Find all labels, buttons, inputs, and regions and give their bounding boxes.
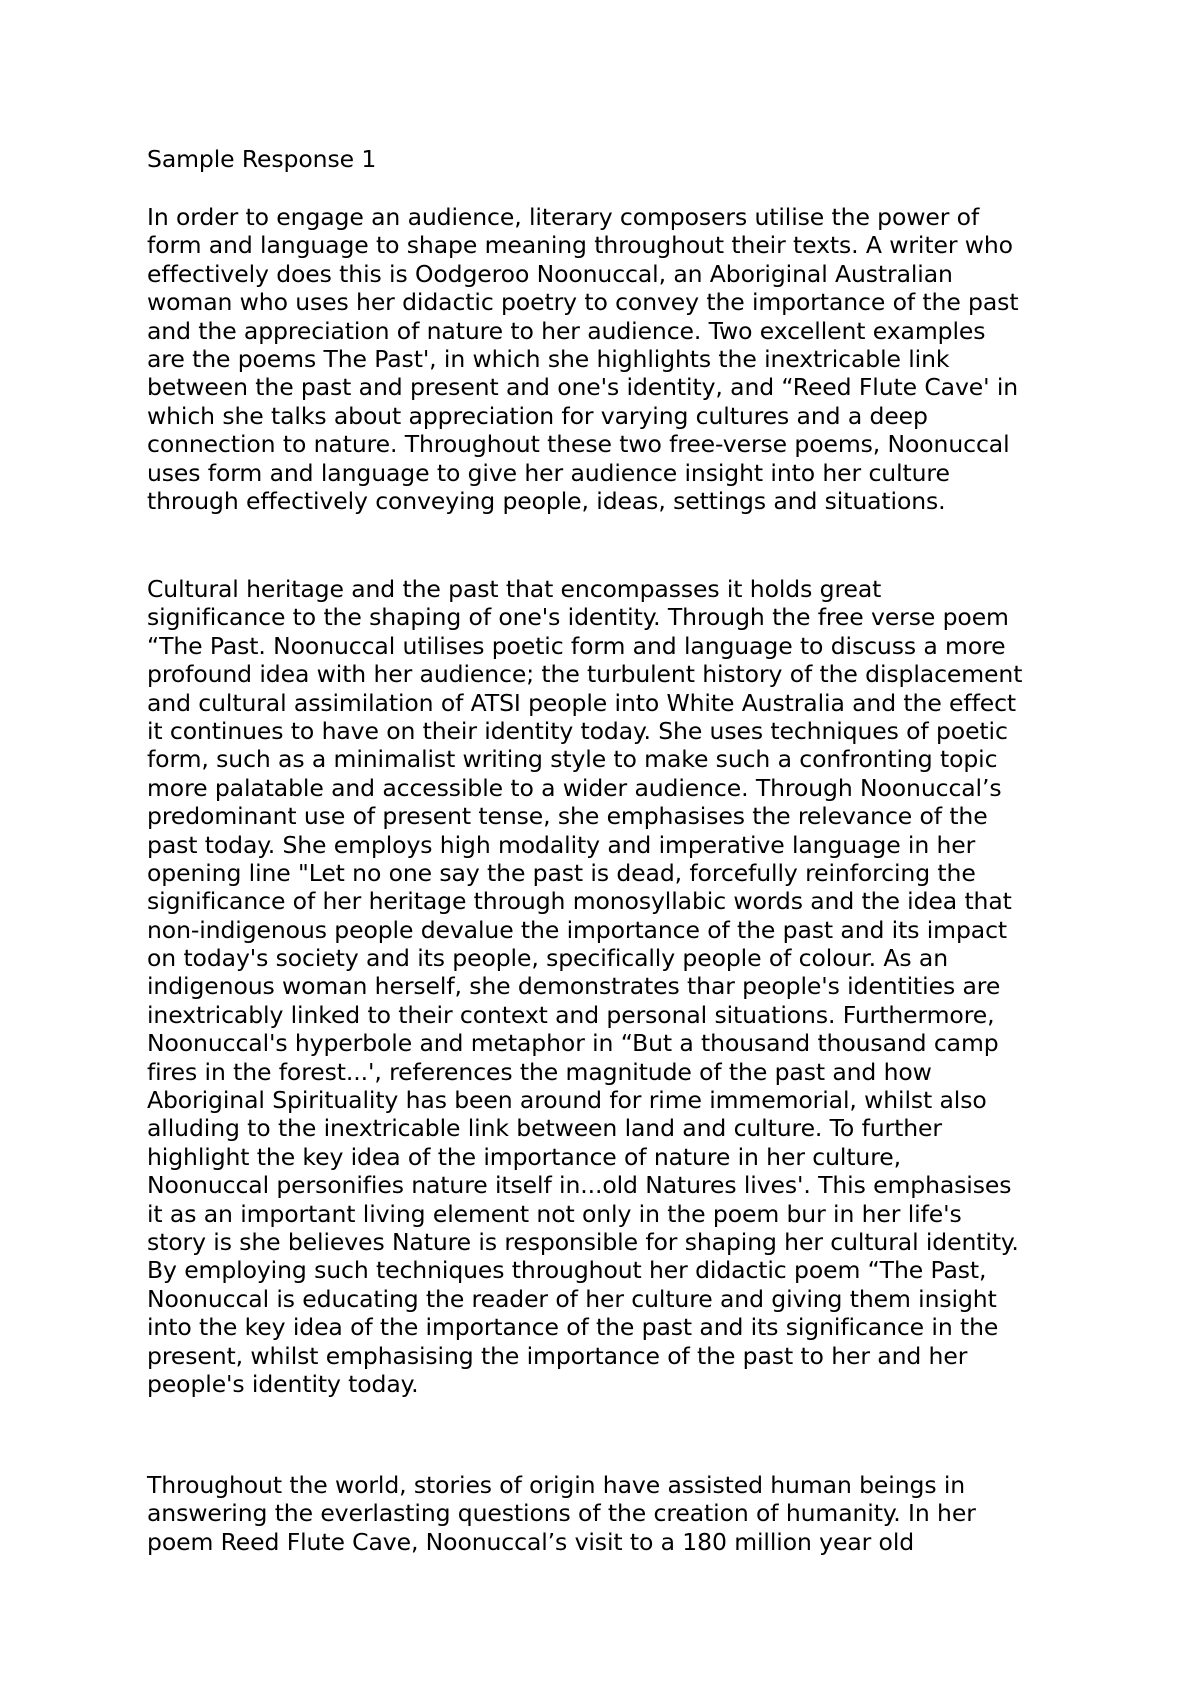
document-title: Sample Response 1 <box>147 145 377 173</box>
text-line: fires in the forest...', references the magnitude of the past and how <box>147 1057 932 1086</box>
text-line: profound idea with her audience; the turbulent history of the displacement <box>147 660 1023 689</box>
text-line: story is she believes Nature is responsible for shaping her cultural identity. <box>147 1227 1019 1256</box>
text-line: through effectively conveying people, ideas, settings and situations. <box>147 486 946 515</box>
text-line: it as an important living element not only in the poem bur in her life's <box>147 1199 962 1228</box>
text-line: on today's society and its people, specifically people of colour. As an <box>147 944 948 973</box>
text-line: between the past and present and one's identity, and “Reed Flute Cave' in <box>147 373 1019 402</box>
text-line: are the poems The Past', in which she highlights the inextricable link <box>147 344 950 373</box>
text-line: poem Reed Flute Cave, Noonuccal’s visit to a 180 million year old <box>147 1527 915 1556</box>
text-line: people's identity today. <box>147 1369 419 1398</box>
text-line: Throughout the world, stories of origin have assisted human beings in <box>147 1471 966 1499</box>
text-line: connection to nature. Throughout these two free-verse poems, Noonuccal <box>147 430 1010 459</box>
text-line: which she talks about appreciation for varying cultures and a deep <box>147 401 928 430</box>
text-line: In order to engage an audience, literary composers utilise the power of <box>147 203 980 231</box>
text-line: uses form and language to give her audience insight into her culture <box>147 458 950 487</box>
text-line: and cultural assimilation of ATSI people into White Australia and the effect <box>147 688 1017 717</box>
text-line: Noonuccal's hyperbole and metaphor in “But a thousand thousand camp <box>147 1029 999 1058</box>
text-line: predominant use of present tense, she emphasises the relevance of the <box>147 802 988 831</box>
text-line: past today. She employs high modality and imperative language in her <box>147 830 976 859</box>
text-line: form and language to shape meaning throughout their texts. A writer who <box>147 231 1013 260</box>
text-line: alluding to the inextricable link between land and culture. To further <box>147 1114 942 1143</box>
text-line: it continues to have on their identity today. She uses techniques of poetic <box>147 716 1008 745</box>
text-line: inextricably linked to their context and personal situations. Furthermore, <box>147 1000 995 1029</box>
text-line: “The Past. Noonuccal utilises poetic form and language to discuss a more <box>147 631 1006 660</box>
text-line: Noonuccal personifies nature itself in...old Natures lives'. This emphasises <box>147 1171 1012 1200</box>
text-line: answering the everlasting questions of the creation of humanity. In her <box>147 1499 976 1528</box>
text-line: By employing such techniques throughout her didactic poem “The Past, <box>147 1256 987 1285</box>
text-line: form, such as a minimalist writing style to make such a confronting topic <box>147 745 998 774</box>
paragraph-the-past <box>147 575 1157 1398</box>
text-line: effectively does this is Oodgeroo Noonuccal, an Aboriginal Australian <box>147 259 953 288</box>
text-line: non-indigenous people devalue the importance of the past and its impact <box>147 915 1008 944</box>
text-line: opening line "Let no one say the past is dead, forcefully reinforcing the <box>147 858 976 887</box>
text-line: Cultural heritage and the past that encompasses it holds great <box>147 575 882 603</box>
text-line: significance to the shaping of one's identity. Through the free verse poem <box>147 603 1009 632</box>
text-line: and the appreciation of nature to her audience. Two excellent examples <box>147 316 986 345</box>
text-line: Noonuccal is educating the reader of her culture and giving them insight <box>147 1284 997 1313</box>
text-line: Aboriginal Spirituality has been around for rime immemorial, whilst also <box>147 1086 987 1115</box>
paragraph-introduction <box>147 203 1157 515</box>
paragraph-reed-flute-cave <box>147 1471 1157 1556</box>
text-line: into the key idea of the importance of the past and its significance in the <box>147 1313 999 1342</box>
text-line: indigenous woman herself, she demonstrates thar people's identities are <box>147 972 1001 1001</box>
text-line: highlight the key idea of the importance of nature in her culture, <box>147 1142 901 1171</box>
text-line: significance of her heritage through monosyllabic words and the idea that <box>147 887 1012 916</box>
text-line: present, whilst emphasising the importance of the past to her and her <box>147 1341 968 1370</box>
text-line: more palatable and accessible to a wider audience. Through Noonuccal’s <box>147 773 1002 802</box>
text-line: woman who uses her didactic poetry to convey the importance of the past <box>147 288 1019 317</box>
